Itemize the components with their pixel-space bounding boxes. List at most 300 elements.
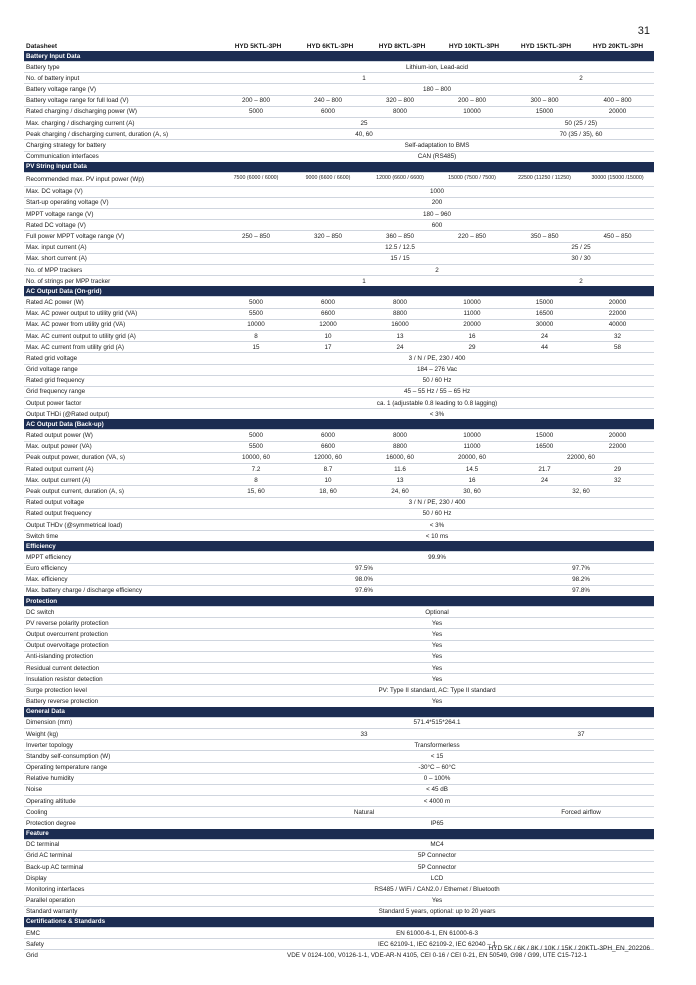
spec-value: 320 – 850 (292, 231, 364, 242)
spec-label: Surge protection level (24, 685, 220, 696)
spec-label: Rated charging / discharging power (W) (24, 106, 220, 117)
spec-value: 600 (220, 220, 654, 231)
model-header: HYD 8KTL-3PH (378, 42, 426, 50)
spec-value: 6600 (292, 308, 364, 319)
spec-label: MPPT efficiency (24, 552, 220, 563)
spec-label: Weight (kg) (24, 728, 220, 739)
spec-value: 22000 (581, 308, 654, 319)
spec-label: Max. AC power output to utility grid (VA) (24, 308, 220, 319)
spec-row (24, 330, 654, 341)
spec-value: 20000 (581, 430, 654, 441)
spec-value: 25 (220, 117, 508, 128)
spec-row (24, 106, 654, 117)
spec-label: Rated grid frequency (24, 375, 220, 386)
spec-value: 571.4*515*264.1 (220, 717, 654, 728)
spec-value: 98.2% (508, 574, 654, 585)
spec-row (24, 84, 654, 95)
spec-row (24, 486, 654, 497)
spec-row (24, 297, 654, 308)
spec-value: 18, 60 (292, 486, 364, 497)
spec-row (24, 220, 654, 231)
spec-label: Rated output current (A) (24, 464, 220, 475)
spec-value: 6600 (292, 441, 364, 452)
spec-value: 5000 (220, 430, 292, 441)
spec-label: Max. input current (A) (24, 242, 220, 253)
spec-value: 350 – 850 (508, 231, 581, 242)
spec-value: 98.0% (220, 574, 508, 585)
spec-value: 11000 (436, 308, 508, 319)
spec-row (24, 618, 654, 629)
spec-row (24, 308, 654, 319)
spec-label: Max. AC current from utility grid (A) (24, 342, 220, 353)
spec-row (24, 563, 654, 574)
spec-row (24, 95, 654, 106)
model-header: HYD 10KTL-3PH (448, 42, 500, 50)
spec-value: 30000 (15000 /15000) (581, 172, 654, 186)
spec-label: Max. DC voltage (V) (24, 186, 220, 197)
section-title: AC Output Data (Back-up) (24, 419, 654, 430)
spec-row (24, 519, 654, 530)
spec-label: Operating altitude (24, 796, 220, 807)
spec-row (24, 231, 654, 242)
spec-label: Rated output frequency (24, 508, 220, 519)
spec-value: 320 – 800 (364, 95, 436, 106)
section-title: PV String Input Data (24, 162, 654, 173)
spec-row (24, 884, 654, 895)
datasheet-header-row (24, 41, 654, 51)
spec-row (24, 640, 654, 651)
spec-value: 8000 (364, 297, 436, 308)
spec-value: 8000 (364, 430, 436, 441)
spec-row (24, 663, 654, 674)
spec-label: Max. charging / discharging current (A) (24, 117, 220, 128)
spec-value: 16000, 60 (364, 452, 436, 463)
spec-value: 16 (436, 330, 508, 341)
spec-value: 11000 (436, 441, 508, 452)
spec-value: Yes (220, 696, 654, 707)
spec-value: -30°C – 60°C (220, 762, 654, 773)
spec-value: < 15 (220, 751, 654, 762)
spec-value: 99.9% (220, 552, 654, 563)
spec-label: Protection degree (24, 818, 220, 829)
spec-label: Grid frequency range (24, 386, 220, 397)
spec-row (24, 552, 654, 563)
spec-label: Grid AC terminal (24, 850, 220, 861)
spec-value: CAN (RS485) (220, 151, 654, 162)
spec-value: 1 (220, 73, 508, 84)
spec-value: 30, 60 (436, 486, 508, 497)
spec-value: 40, 60 (220, 129, 508, 140)
model-header: HYD 6KTL-3PH (306, 42, 354, 50)
spec-row (24, 172, 654, 186)
spec-row (24, 740, 654, 751)
spec-value: < 4000 m (220, 796, 654, 807)
spec-value: 8 (220, 475, 292, 486)
spec-label: Max. efficiency (24, 574, 220, 585)
spec-row (24, 186, 654, 197)
spec-row (24, 430, 654, 441)
spec-label: Back-up AC terminal (24, 862, 220, 873)
spec-label: Standby self-consumption (W) (24, 751, 220, 762)
spec-label: Switch time (24, 531, 220, 542)
spec-label: MPPT voltage range (V) (24, 209, 220, 220)
spec-row (24, 117, 654, 128)
spec-value: 200 (220, 197, 654, 208)
spec-value: 45 – 55 Hz / 55 – 65 Hz (220, 386, 654, 397)
spec-value: 22000 (581, 441, 654, 452)
spec-value: Yes (220, 651, 654, 662)
spec-value: 25 / 25 (508, 242, 654, 253)
section-header (24, 707, 654, 718)
spec-label: Monitoring interfaces (24, 884, 220, 895)
spec-label: Euro efficiency (24, 563, 220, 574)
spec-label: DC switch (24, 607, 220, 618)
spec-row (24, 927, 654, 938)
spec-label: Noise (24, 784, 220, 795)
spec-value: 2 (508, 73, 654, 84)
spec-row (24, 784, 654, 795)
spec-value: Forced airflow (508, 807, 654, 818)
spec-row (24, 242, 654, 253)
spec-value: 6000 (292, 430, 364, 441)
section-header (24, 596, 654, 607)
spec-table (24, 51, 654, 961)
spec-value: 44 (508, 342, 581, 353)
spec-value: 12.5 / 12.5 (292, 242, 508, 253)
spec-label: Rated DC voltage (V) (24, 220, 220, 231)
footer-document-id: HYD 5K / 6K / 8K / 10K / 15K / 20KTL-3PH_EN_202206 (488, 945, 650, 952)
spec-value: Yes (220, 640, 654, 651)
spec-row (24, 441, 654, 452)
spec-value: 15 (220, 342, 292, 353)
spec-value: 8.7 (292, 464, 364, 475)
spec-row (24, 276, 654, 287)
spec-label: Parallel operation (24, 895, 220, 906)
spec-value: 16 (436, 475, 508, 486)
spec-label: Residual current detection (24, 663, 220, 674)
spec-label: Cooling (24, 807, 220, 818)
spec-row (24, 717, 654, 728)
spec-row (24, 197, 654, 208)
spec-value: 5P Connector (220, 850, 654, 861)
spec-value: 97.7% (508, 563, 654, 574)
spec-row (24, 751, 654, 762)
spec-value: MC4 (220, 839, 654, 850)
spec-value: 200 – 800 (436, 95, 508, 106)
spec-value: 7500 (6000 / 6000) (220, 172, 292, 186)
spec-label: Standard warranty (24, 906, 220, 917)
spec-row (24, 409, 654, 420)
spec-label: Peak charging / discharging current, duration (A, s) (24, 129, 220, 140)
section-title: General Data (24, 707, 654, 718)
spec-label: EMC (24, 927, 220, 938)
spec-value: < 10 ms (220, 531, 654, 542)
spec-row (24, 508, 654, 519)
spec-label: Output overvoltage protection (24, 640, 220, 651)
spec-value: Lithium-ion, Lead-acid (220, 62, 654, 73)
spec-value: 300 – 800 (508, 95, 581, 106)
spec-label: No. of battery input (24, 73, 220, 84)
spec-value: 5500 (220, 308, 292, 319)
spec-value: 24 (508, 330, 581, 341)
spec-label: Dimension (mm) (24, 717, 220, 728)
section-header (24, 541, 654, 552)
spec-value: 32 (581, 475, 654, 486)
spec-value: 2 (220, 265, 654, 276)
spec-value: 8800 (364, 441, 436, 452)
spec-value: 5000 (220, 297, 292, 308)
spec-value: 32 (581, 330, 654, 341)
model-header: HYD 20KTL-3PH (592, 42, 644, 50)
spec-row (24, 62, 654, 73)
spec-value: 24 (508, 475, 581, 486)
spec-row (24, 818, 654, 829)
spec-value: 12000, 60 (292, 452, 364, 463)
spec-value: < 3% (220, 519, 654, 530)
spec-value: 15 / 15 (292, 253, 508, 264)
spec-label: Output power factor (24, 398, 220, 409)
spec-row (24, 464, 654, 475)
spec-value: < 3% (220, 409, 654, 420)
spec-value: Yes (220, 629, 654, 640)
spec-value: 50 (25 / 25) (508, 117, 654, 128)
spec-value: 10000 (220, 319, 292, 330)
spec-value (220, 253, 292, 264)
spec-value: Self-adaptation to BMS (220, 140, 654, 151)
spec-value: 6000 (292, 297, 364, 308)
spec-label: Battery type (24, 62, 220, 73)
spec-label: Recommended max. PV input power (Wp) (24, 172, 220, 186)
spec-value: 20000 (581, 297, 654, 308)
spec-value: 8 (220, 330, 292, 341)
spec-value: 360 – 850 (364, 231, 436, 242)
spec-label: Anti-islanding protection (24, 651, 220, 662)
spec-label: Max. AC power from utility grid (VA) (24, 319, 220, 330)
spec-row (24, 728, 654, 739)
spec-value: 16500 (508, 441, 581, 452)
spec-label: Insulation resistor detection (24, 674, 220, 685)
spec-row (24, 151, 654, 162)
spec-value: 32, 60 (508, 486, 654, 497)
spec-table-body (24, 51, 654, 961)
spec-label: DC terminal (24, 839, 220, 850)
spec-value: 50 / 60 Hz (220, 508, 654, 519)
spec-value: 2 (508, 276, 654, 287)
spec-value: 13 (364, 330, 436, 341)
spec-value: 15000 (7500 / 7500) (436, 172, 508, 186)
section-header (24, 286, 654, 297)
spec-row (24, 839, 654, 850)
spec-row (24, 895, 654, 906)
spec-value: IEC 62109-1, IEC 62109-2, IEC 62040 – 1 (220, 939, 654, 950)
spec-row (24, 696, 654, 707)
spec-value: 250 – 850 (220, 231, 292, 242)
spec-label: Safety (24, 939, 220, 950)
spec-value: 9000 (6600 / 6600) (292, 172, 364, 186)
spec-row (24, 265, 654, 276)
spec-value: 15000 (508, 106, 581, 117)
spec-label: Output THDv (@symmetrical load) (24, 519, 220, 530)
spec-label: Charging strategy for battery (24, 140, 220, 151)
spec-value: 29 (436, 342, 508, 353)
spec-row (24, 73, 654, 84)
spec-row (24, 342, 654, 353)
spec-value: Optional (220, 607, 654, 618)
spec-label: Max. short current (A) (24, 253, 220, 264)
spec-value: 15000 (508, 297, 581, 308)
spec-value: 8800 (364, 308, 436, 319)
spec-value: 5000 (220, 106, 292, 117)
spec-label: PV reverse polarity protection (24, 618, 220, 629)
spec-row (24, 386, 654, 397)
spec-value: LCD (220, 873, 654, 884)
datasheet (24, 41, 654, 961)
spec-value: 10 (292, 475, 364, 486)
spec-value: Yes (220, 674, 654, 685)
spec-value: 97.5% (220, 563, 508, 574)
spec-label: Display (24, 873, 220, 884)
spec-label: Rated AC power (W) (24, 297, 220, 308)
spec-row (24, 531, 654, 542)
spec-value (220, 242, 292, 253)
section-header (24, 917, 654, 928)
spec-value: 24 (364, 342, 436, 353)
spec-row (24, 475, 654, 486)
spec-value: 37 (508, 728, 654, 739)
spec-row (24, 398, 654, 409)
spec-row (24, 375, 654, 386)
spec-value: RS485 / WiFi / CAN2.0 / Ethernet / Bluetooth (220, 884, 654, 895)
spec-value: 7.2 (220, 464, 292, 475)
section-header (24, 51, 654, 62)
spec-value: Standard 5 years, optional: up to 20 years (220, 906, 654, 917)
section-title: AC Output Data (On-grid) (24, 286, 654, 297)
spec-label: Battery voltage range for full load (V) (24, 95, 220, 106)
spec-value: 220 – 850 (436, 231, 508, 242)
spec-value: 21.7 (508, 464, 581, 475)
spec-value: 30 / 30 (508, 253, 654, 264)
spec-label: Operating temperature range (24, 762, 220, 773)
spec-value: 97.6% (220, 585, 508, 596)
spec-row (24, 319, 654, 330)
spec-value: 58 (581, 342, 654, 353)
spec-value: 14.5 (436, 464, 508, 475)
spec-label: Communication interfaces (24, 151, 220, 162)
spec-value: 11.6 (364, 464, 436, 475)
spec-value: 16500 (508, 308, 581, 319)
spec-value: 180 – 960 (220, 209, 654, 220)
spec-value: 15000 (508, 430, 581, 441)
spec-value: 450 – 850 (581, 231, 654, 242)
spec-value: 1 (220, 276, 508, 287)
spec-value: 10 (292, 330, 364, 341)
section-header (24, 419, 654, 430)
spec-value: 8000 (364, 106, 436, 117)
spec-value: Yes (220, 663, 654, 674)
spec-value: 200 – 800 (220, 95, 292, 106)
spec-row (24, 850, 654, 861)
spec-value: 10000, 60 (220, 452, 292, 463)
spec-row (24, 209, 654, 220)
spec-value: 20000 (581, 106, 654, 117)
page-number: 31 (637, 25, 650, 37)
spec-value: 5P Connector (220, 862, 654, 873)
spec-label: No. of strings per MPP tracker (24, 276, 220, 287)
spec-row (24, 574, 654, 585)
spec-row (24, 452, 654, 463)
spec-value: 10000 (436, 297, 508, 308)
spec-value: 30000 (508, 319, 581, 330)
spec-label: Rated output power (W) (24, 430, 220, 441)
spec-row (24, 796, 654, 807)
spec-row (24, 353, 654, 364)
spec-value: 15, 60 (220, 486, 292, 497)
spec-value: 16000 (364, 319, 436, 330)
spec-label: Inverter topology (24, 740, 220, 751)
section-title: Battery Input Data (24, 51, 654, 62)
spec-value: 240 – 800 (292, 95, 364, 106)
spec-value: 29 (581, 464, 654, 475)
spec-label: Max. output power (VA) (24, 441, 220, 452)
spec-value: < 45 dB (220, 784, 654, 795)
spec-label: Battery reverse protection (24, 696, 220, 707)
spec-value: 6000 (292, 106, 364, 117)
section-title: Feature (24, 829, 654, 840)
spec-value: 12000 (6600 / 6600) (364, 172, 436, 186)
spec-value: 3 / N / PE, 230 / 400 (220, 497, 654, 508)
spec-value: 3 / N / PE, 230 / 400 (220, 353, 654, 364)
spec-value: PV: Type II standard, AC: Type II standard (220, 685, 654, 696)
spec-value: EN 61000-6-1, EN 61000-6-3 (220, 927, 654, 938)
spec-value: IP65 (220, 818, 654, 829)
spec-value: 12000 (292, 319, 364, 330)
spec-value: 70 (35 / 35), 60 (508, 129, 654, 140)
spec-value: 20000 (436, 319, 508, 330)
spec-row (24, 129, 654, 140)
spec-value: 97.8% (508, 585, 654, 596)
spec-value: 22500 (11250 / 11250) (508, 172, 581, 186)
spec-value: 24, 60 (364, 486, 436, 497)
spec-value: Yes (220, 895, 654, 906)
spec-label: Output overcurrent protection (24, 629, 220, 640)
spec-row (24, 862, 654, 873)
spec-row (24, 651, 654, 662)
spec-value: Transformerless (220, 740, 654, 751)
spec-label: Rated grid voltage (24, 353, 220, 364)
spec-label: Max. AC current output to utility grid (A) (24, 330, 220, 341)
datasheet-label: Datasheet (26, 42, 58, 50)
spec-row (24, 607, 654, 618)
model-header: HYD 15KTL-3PH (520, 42, 572, 50)
section-header (24, 162, 654, 173)
spec-value: 5500 (220, 441, 292, 452)
section-title: Efficiency (24, 541, 654, 552)
spec-label: Output THDi (@Rated output) (24, 409, 220, 420)
spec-row (24, 629, 654, 640)
spec-label: No. of MPP trackers (24, 265, 220, 276)
spec-row (24, 364, 654, 375)
section-header (24, 829, 654, 840)
model-header: HYD 5KTL-3PH (234, 42, 282, 50)
spec-value: 0 – 100% (220, 773, 654, 784)
spec-row (24, 773, 654, 784)
spec-row (24, 873, 654, 884)
spec-row (24, 253, 654, 264)
spec-value: 400 – 800 (581, 95, 654, 106)
spec-row (24, 585, 654, 596)
spec-label: Relative humidity (24, 773, 220, 784)
spec-value: 1000 (220, 186, 654, 197)
